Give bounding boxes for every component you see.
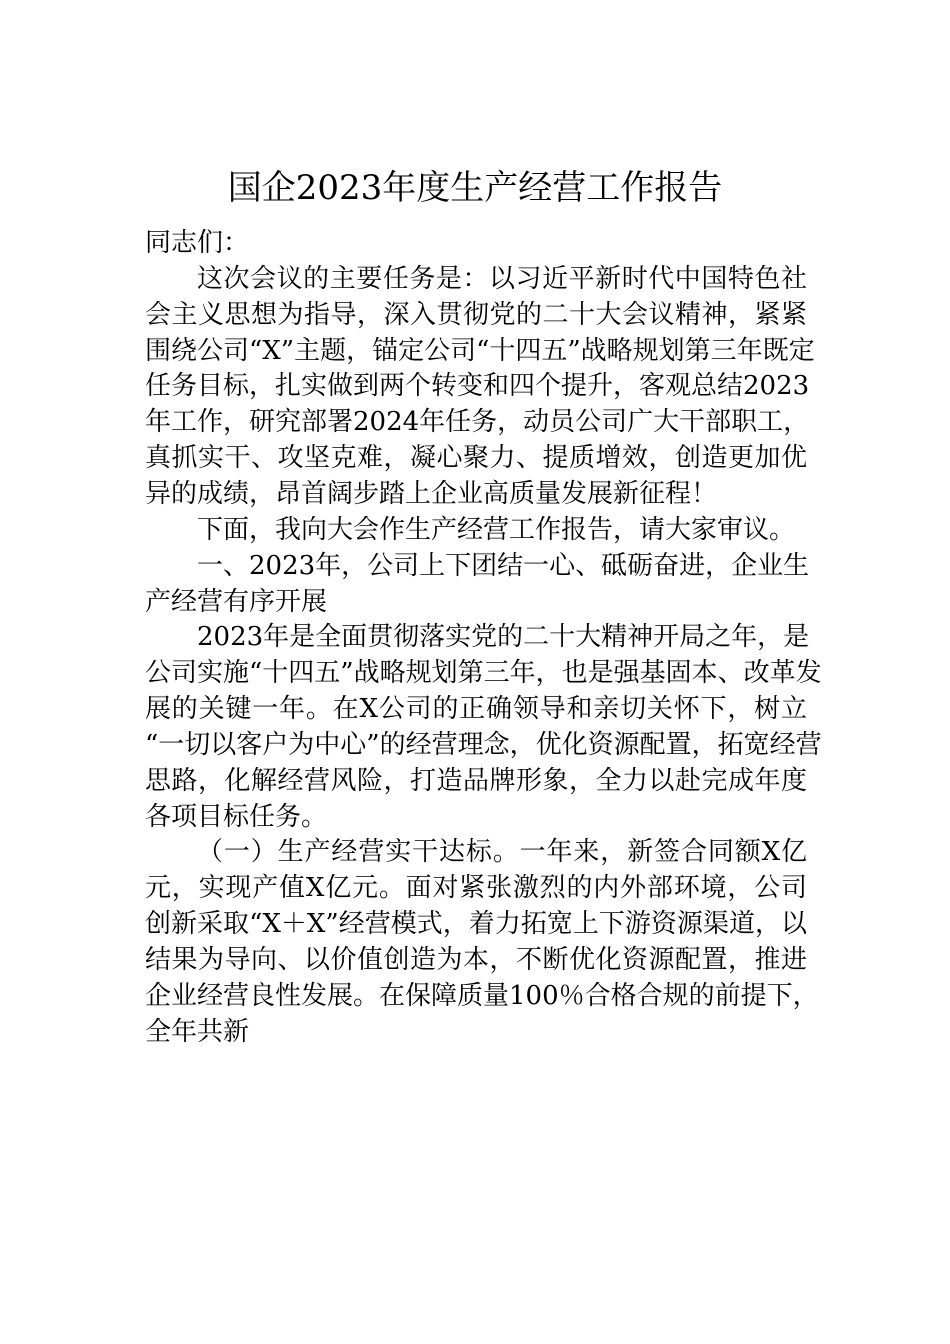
section-heading-line: 一、2023年，公司上下团结一心、砥砺奋进，企业生 — [197, 551, 810, 581]
body-line: 2023年是全面贯彻落实党的二十大精神开局之年，是 — [197, 622, 810, 652]
subsection-line: （一）生产经营实干达标。一年来，新签合同额X亿 — [197, 837, 807, 867]
body-line: “一切以客户为中心”的经营理念，优化资源配置，拓宽经营 — [145, 730, 822, 760]
body-line: 下面，我向大会作生产经营工作报告，请大家审议。 — [197, 515, 796, 545]
body-line: 元，实现产值X亿元。面对紧张激烈的内外部环境，公司 — [145, 873, 807, 903]
body-line: 各项目标任务。 — [145, 802, 328, 832]
body-line: 创新采取“X＋X”经营模式，着力拓宽上下游资源渠道，以 — [145, 909, 807, 939]
body-line: 年工作，研究部署2024年任务，动员公司广大干部职工， — [145, 407, 810, 437]
body-line: 公司实施“十四五”战略规划第三年，也是强基固本、改革发 — [145, 658, 822, 688]
body-line: 围绕公司“X”主题，锚定公司“十四五”战略规划第三年既定 — [145, 336, 815, 366]
body-line: 全年共新 — [145, 1017, 250, 1047]
body-line: 思路，化解经营风险，打造品牌形象，全力以赴完成年度 — [145, 766, 807, 796]
body-line: 展的关键一年。在X公司的正确领导和亲切关怀下，树立 — [145, 694, 807, 724]
body-line: 会主义思想为指导，深入贯彻党的二十大会议精神，紧紧 — [145, 300, 807, 330]
body-line: 真抓实干、攻坚克难，凝心聚力、提质增效，创造更加优 — [145, 443, 807, 473]
document-title: 国企2023年度生产经营工作报告 — [227, 168, 723, 208]
body-line: 企业经营良性发展。在保障质量100％合格合规的前提下， — [145, 981, 819, 1011]
body-line: 这次会议的主要任务是：以习近平新时代中国特色社 — [197, 264, 807, 294]
body-line: 异的成绩，昂首阔步踏上企业高质量发展新征程！ — [145, 479, 718, 509]
section-heading-line: 产经营有序开展 — [145, 587, 328, 617]
body-line: 任务目标，扎实做到两个转变和四个提升，客观总结2023 — [145, 371, 810, 401]
body-line: 结果为导向、以价值创造为本，不断优化资源配置，推进 — [145, 945, 807, 975]
salutation-line: 同志们： — [145, 228, 250, 258]
